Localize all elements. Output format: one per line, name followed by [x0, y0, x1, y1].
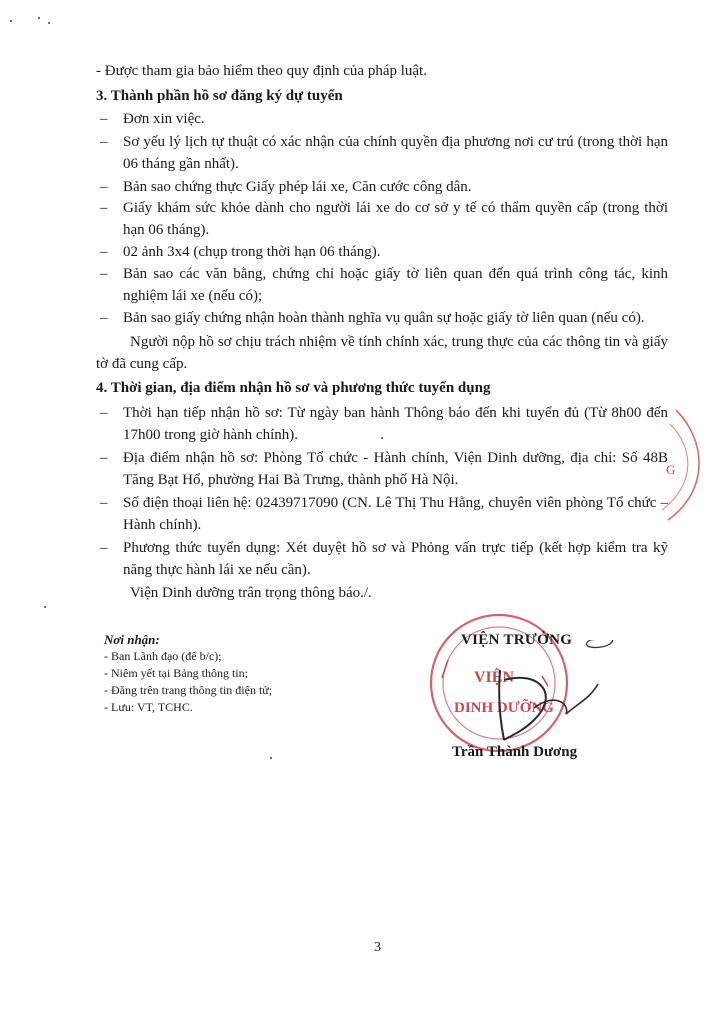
list-item: – Giấy khám sức khỏe dành cho người lái xe do cơ sở y tế có thẩm quyền cấp (trong thời hạn 06 tháng). [100, 200, 668, 238]
list-item: – Sơ yếu lý lịch tự thuật có xác nhận của chính quyền địa phương nơi cư trú (trong thời hạn 06 tháng gần nhất). [100, 134, 668, 172]
recipients-title: Nơi nhận: [104, 632, 160, 647]
stamp-text-line2: DINH DƯỠNG [454, 700, 554, 716]
recipient-item: - Ban Lãnh đạo (để b/c); [104, 649, 222, 663]
recipient-item: - Niêm yết tại Bảng thông tin; [104, 666, 248, 680]
list-item: – Đơn xin việc. [100, 111, 205, 127]
signer-title: VIỆN TRƯỞNG [461, 632, 573, 648]
scan-speck [270, 757, 272, 759]
scan-speck [44, 606, 46, 608]
list-item: – 02 ảnh 3x4 (chụp trong thời hạn 06 tháng). [100, 244, 381, 260]
closing-line: Viện Dinh dưỡng trân trọng thông báo./. [130, 585, 372, 601]
list-item: – Phương thức tuyển dụng: Xét duyệt hồ sơ và Phỏng vấn trực tiếp (kết hợp kiểm tra kỹ năng thực hành lái xe nếu cần). [100, 540, 668, 578]
scan-speck [48, 22, 50, 24]
list-item: – Bản sao các văn bằng, chứng chỉ hoặc giấy tờ liên quan đến quá trình công tác, kinh nghiệm lái xe (nếu có); [100, 266, 668, 304]
section-3-note: Người nộp hồ sơ chịu trách nhiệm về tính chính xác, trung thực của các thông tin và giấy tờ đã cung cấp. [96, 334, 668, 372]
page-edge-seal-icon [648, 400, 708, 530]
recipients-block [104, 631, 272, 716]
list-item: – Bản sao chứng thực Giấy phép lái xe, Căn cước công dân. [100, 179, 472, 195]
recipient-item: - Lưu: VT, TCHC. [104, 700, 193, 714]
list-item: – Bản sao giấy chứng nhận hoàn thành nghĩa vụ quân sự hoặc giấy tờ liên quan (nếu có). [100, 310, 645, 326]
intro-line: - Được tham gia bảo hiểm theo quy định của pháp luật. [96, 63, 427, 79]
recipient-item: - Đăng trên trang thông tin điện tử; [104, 683, 273, 697]
scan-speck [10, 20, 12, 22]
handwritten-signature-icon [470, 640, 640, 750]
scan-speck [38, 17, 40, 19]
list-item: – Địa điểm nhận hồ sơ: Phòng Tổ chức - Hành chính, Viện Dinh dưỡng, địa chỉ: Số 48B Tăng Bạt Hổ, phường Hai Bà Trưng, thành phố Hà Nội. [100, 450, 668, 488]
list-item: – Thời hạn tiếp nhận hồ sơ: Từ ngày ban hành Thông báo đến khi tuyển đủ (Từ 8h00 đến 17h00 trong giờ hành chính). [100, 405, 668, 443]
svg-text:G: G [666, 462, 676, 477]
signer-name: Trần Thành Dương [452, 744, 578, 760]
section-3-heading: 3. Thành phần hồ sơ đăng ký dự tuyển [96, 88, 343, 104]
section-4-heading: 4. Thời gian, địa điểm nhận hồ sơ và phương thức tuyển dụng [96, 380, 491, 396]
stamp-text-line1: VIỆN [474, 669, 515, 686]
list-item: – Số điện thoại liên hệ: 02439717090 (CN. Lê Thị Thu Hằng, chuyên viên phòng Tổ chức – Hành chính). [100, 495, 668, 533]
page-number: 3 [374, 940, 381, 955]
